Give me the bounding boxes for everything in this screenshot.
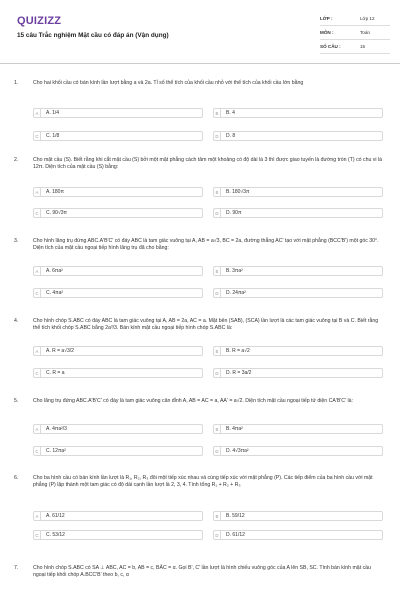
option-text: C. 4πa² [46,289,64,296]
option-letter-box: B [214,424,221,434]
meta-row-grade [320,12,390,26]
question-number: 1. [14,80,19,86]
option-letter-box: D [214,446,221,456]
option-d[interactable] [213,131,383,141]
option-letter-box: B [214,187,221,197]
question-number: 4. [14,318,19,324]
option-text: B. 3πa² [226,267,243,274]
option-d[interactable] [213,368,383,378]
option-b[interactable] [213,424,383,434]
option-text: D. 4√3πa² [226,447,249,454]
meta-key: MÔN : [320,30,334,35]
option-letter-box: C [34,288,41,298]
question-number: 3. [14,238,19,244]
option-letter-box: D [214,288,221,298]
option-text: C. R = a [46,369,65,376]
option-letter-box: B [214,511,221,521]
option-text: B. 59/12 [226,512,245,519]
question-1 [14,80,390,150]
option-d[interactable] [213,288,383,298]
option-a[interactable] [33,346,203,356]
option-d[interactable] [213,208,383,218]
document-title: 15 câu Trắc nghiệm Mặt cầu có đáp án (Vận dụng) [17,32,169,39]
option-text: D. 90π [226,209,242,216]
option-c[interactable] [33,131,203,141]
option-d[interactable] [213,530,383,540]
option-text: D. 8 [226,132,236,139]
meta-table [320,12,390,54]
meta-row-count [320,40,390,54]
option-letter-box: A [34,187,41,197]
question-number: 5. [14,398,19,404]
question-text: Cho hai khối cầu có bán kính lần lượt bằng a và 2a. Tỉ số thể tích của khối cầu nhỏ với thể tích của khối cầu lớn bằng [33,80,304,86]
option-b[interactable] [213,511,383,521]
option-a[interactable] [33,511,203,521]
option-text: A. 180π [46,188,64,195]
option-letter-box: A [34,108,41,118]
option-letter-box: C [34,530,41,540]
header [0,0,400,62]
option-letter-box: A [34,266,41,276]
question-number: 2. [14,157,19,163]
option-c[interactable] [33,208,203,218]
option-letter-box: B [214,266,221,276]
question-text: Cho hình chóp S.ABC có đáy ABC là tam giác vuông tại A, AB = 2a, AC = a. Mặt bên (SAB), (SCA) lần lượt là các tam giác vuông tại B và C. Biết rằng thể tích khối chóp S.ABC bằng 2a³/3. Bán kính mặt cầu ngoại tiếp hình chóp S.ABC là: [33,318,379,331]
option-letter-box: A [34,424,41,434]
question-2 [14,157,390,227]
option-letter-box: D [214,208,221,218]
question-text: Cho mặt cầu (S). Biết rằng khi cắt mặt cầu (S) bởi một mặt phẳng cách tâm một khoảng có độ dài là 3 thì được giao tuyến là đường tròn (T) có chu vi là 12π. Diện tích của mặt cầu (S) bằng: [33,157,383,170]
quizizz-logo: QUIZIZZ [17,15,62,27]
option-letter-box: D [214,131,221,141]
option-text: A. 4πa²/3 [46,425,67,432]
option-b[interactable] [213,346,383,356]
option-letter-box: C [34,208,41,218]
option-a[interactable] [33,187,203,197]
meta-value: Toán [360,30,370,35]
question-text: Cho ba hình cầu có bán kính lần lượt là R₁, R₂, R₃ đôi một tiếp xúc nhau và cùng tiếp xúc với mặt phẳng (P). Các tiếp điểm của ba hình cầu với mặt phẳng (P) lập thành một tam giác có độ dài cạnh lần lượt là 2, 3, 4. Tính tổng R₁ + R₂ + R₃ [33,475,373,488]
option-d[interactable] [213,446,383,456]
meta-value: 15 [360,44,366,49]
option-letter-box: A [34,511,41,521]
option-c[interactable] [33,288,203,298]
option-text: B. R = a√2 [226,347,250,354]
option-text: C. 12πa² [46,447,66,454]
option-b[interactable] [213,266,383,276]
option-text: A. 6πa² [46,267,63,274]
option-letter-box: C [34,446,41,456]
question-3 [14,238,390,308]
option-letter-box: C [34,368,41,378]
option-text: A. R = a√3/2 [46,347,74,354]
question-number: 6. [14,475,19,481]
option-text: C. 1/8 [46,132,60,139]
option-text: D. 24πa² [226,289,246,296]
question-6 [14,475,390,555]
option-text: B. 180√3π [226,188,250,195]
question-text: Cho hình chóp S.ABC có SA ⊥ ABC, AC = b, AB = c, BÂC = α. Gọi B', C' lần lượt là hình chiếu vuông góc của A lên SB, SC. Tính bán kính mặt cầu ngoại tiếp khối chóp A.BCC'B' theo b, c, α [33,565,371,578]
question-number: 7. [14,565,19,571]
meta-row-subject [320,26,390,40]
option-letter-box: B [214,108,221,118]
option-text: A. 61/12 [46,512,65,519]
option-text: D. R = 3a/2 [226,369,252,376]
question-text: Cho lăng trụ đứng ABC.A'B'C' có đáy là tam giác vuông cân đỉnh A, AB = AC = a, AA' = a√2. Diện tích mặt cầu ngoại tiếp tứ diện CA'B'C' là: [33,398,353,404]
option-c[interactable] [33,368,203,378]
option-letter-box: B [214,346,221,356]
option-text: B. 4 [226,109,235,116]
option-b[interactable] [213,187,383,197]
option-a[interactable] [33,424,203,434]
option-c[interactable] [33,446,203,456]
option-a[interactable] [33,266,203,276]
question-5 [14,398,390,464]
meta-value: Lớp 12 [360,16,375,21]
option-b[interactable] [213,108,383,118]
question-text: Cho hình lăng trụ đứng ABC.A'B'C' có đáy ABC là tam giác vuông tại A, AB = a√3, BC = 2a, đường thẳng AC' tạo với mặt phẳng (BCC'B') một góc 30°. Diện tích của mặt cầu ngoại tiếp hình lăng trụ đã cho bằng: [33,238,379,251]
option-a[interactable] [33,108,203,118]
header-divider [0,63,400,64]
question-4 [14,318,390,388]
option-letter-box: D [214,530,221,540]
question-7 [14,565,390,595]
option-text: A. 1/4 [46,109,60,116]
option-text: C. 90√3π [46,209,67,216]
option-c[interactable] [33,530,203,540]
option-text: C. 53/12 [46,531,65,538]
option-letter-box: A [34,346,41,356]
option-text: B. 4πa² [226,425,243,432]
option-text: D. 61/12 [226,531,245,538]
option-letter-box: D [214,368,221,378]
meta-key: LỚP : [320,16,333,21]
meta-key: SỐ CÂU : [320,44,341,49]
option-letter-box: C [34,131,41,141]
